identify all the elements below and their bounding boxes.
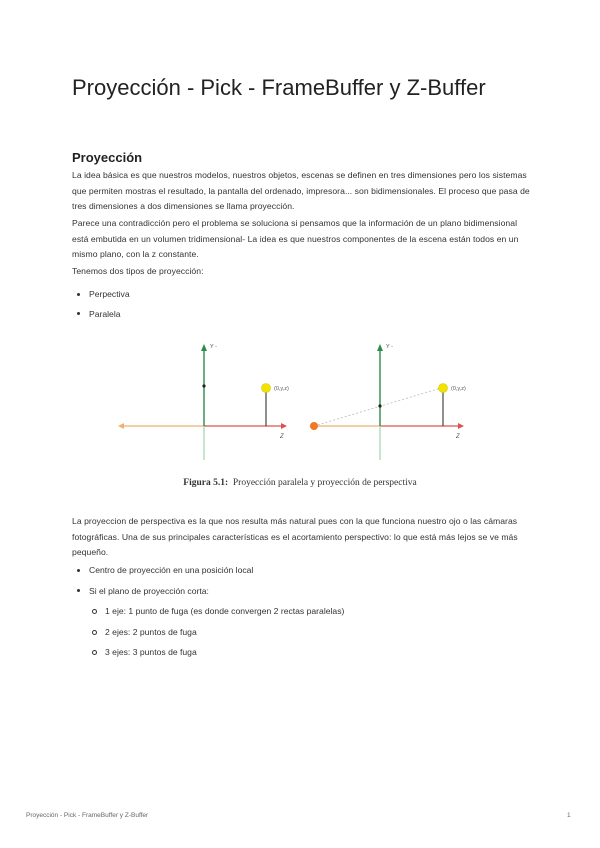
z-axis-label: Z — [456, 434, 460, 440]
projected-point — [202, 384, 205, 387]
page-title: Proyección - Pick - FrameBuffer y Z-Buffer — [72, 75, 486, 100]
figure-caption-text: Proyección paralela y proyección de perspectiva — [232, 478, 417, 488]
paragraph-contradiction: Parece una contradicción pero el problema se soluciona si pensamos que la información de un plano bidimensional está embutida en un volumen tridimensional- La idea es que nuestros componentes de la escena están todos en un mismo plano, con la z constante. — [72, 218, 519, 259]
point-marker — [439, 384, 448, 393]
paragraph-perspective: La proyeccion de perspectiva es la que nos resulta más natural pues con la que funciona nuestro ojo o las cámaras fotográficas. Una de sus principales características es el acortamiento perspectivo: lo que está más lejos se ve más pequeño. — [72, 516, 518, 557]
z-axis-negative-arrow — [118, 423, 124, 429]
z-axis-positive-arrow — [458, 423, 464, 429]
figure-caption-label: Figura 5.1: — [183, 478, 229, 488]
point-label: (0,y,z) — [274, 386, 289, 392]
list-item: Paralela — [72, 305, 130, 324]
footer-title: Proyección - Pick - FrameBuffer y Z-Buffer — [26, 812, 149, 819]
list-item: Perpectiva — [72, 285, 130, 304]
y-axis-arrow — [201, 344, 207, 351]
list-item: 2 ejes: 2 puntos de fuga — [72, 623, 344, 642]
eye-marker — [310, 422, 318, 430]
projected-point — [378, 404, 381, 407]
parallel-projection-diagram — [118, 344, 289, 460]
point-label: (0,y,z) — [451, 386, 466, 392]
y-axis-label: Y - — [386, 344, 393, 350]
list-item: Si el plano de proyección corta: — [72, 582, 344, 601]
list-item: 3 ejes: 3 puntos de fuga — [72, 643, 344, 662]
perspective-projection-diagram — [310, 344, 466, 460]
list-item: Centro de proyección en una posición local — [72, 561, 344, 580]
perspective-points-list — [72, 561, 344, 662]
paragraph-types-intro: Tenemos dos tipos de proyección: — [72, 266, 204, 276]
list-item: 1 eje: 1 punto de fuga (es donde convergen 2 rectas paralelas) — [72, 602, 344, 621]
y-axis-arrow — [377, 344, 383, 351]
paragraph-intro: La idea básica es que nuestros modelos, nuestros objetos, escenas se definen en tres dimensiones pero los sistemas que permiten mostras el resultado, la pantalla del ordenado, impresora... son bidimensionales. El proceso que pasa de tres dimensiones a dos dimensiones se llama proyección. — [72, 170, 530, 211]
y-axis-label: Y - — [210, 344, 217, 350]
section-heading: Proyección — [72, 150, 143, 165]
projection-types-list — [72, 285, 130, 323]
footer-page-number: 1 — [567, 812, 571, 819]
figure-caption — [0, 478, 600, 488]
z-axis-positive-arrow — [281, 423, 287, 429]
z-axis-label: Z — [280, 434, 284, 440]
projection-figure — [110, 336, 490, 466]
projection-ray — [314, 388, 441, 426]
point-marker — [262, 384, 271, 393]
